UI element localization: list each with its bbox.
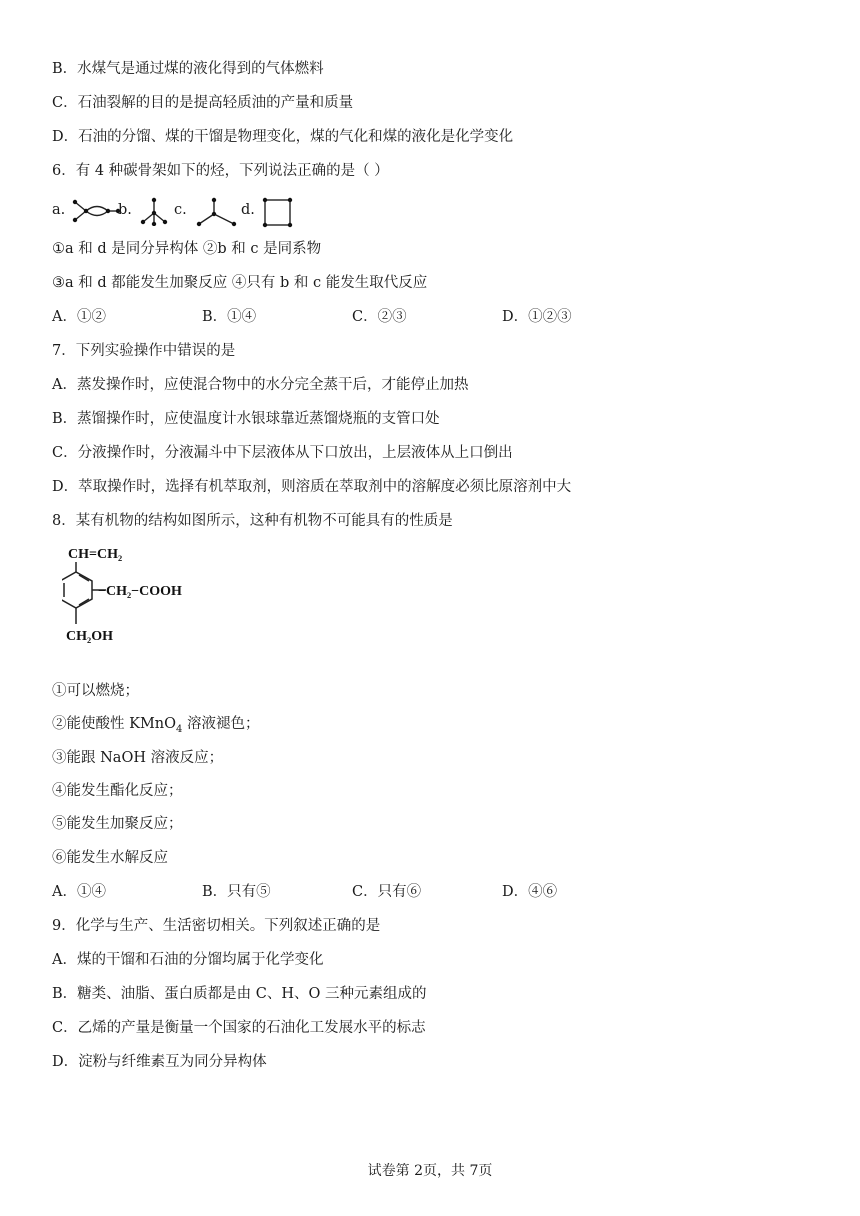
line-c-cracking: C．石油裂解的目的是提高轻质油的产量和质量 (52, 95, 354, 111)
molecule-side-group: −CH₂−COOH (98, 584, 182, 599)
property-1: ①可以燃烧； (52, 683, 139, 699)
skeleton-label-a: a. (52, 202, 66, 218)
property-4: ④能发生酯化反应； (52, 783, 183, 799)
page-footer: 试卷第 2页，共 7页 (367, 1163, 493, 1179)
skeleton-label-c: c. (174, 202, 187, 218)
question-6: 6．有 4 种碳骨架如下的烃，下列说法正确的是（ ） (52, 163, 389, 179)
molecule-bottom-group: CH₂OH (66, 629, 113, 644)
q9-option-c[interactable]: C．乙烯的产量是衡量一个国家的石油化工发展水平的标志 (52, 1020, 426, 1036)
q8-option-a[interactable]: A．①④ (52, 884, 106, 900)
skeleton-d-diagram (260, 196, 296, 230)
q9-option-b[interactable]: B．糖类、油脂、蛋白质都是由 C、H、O 三种元素组成的 (52, 986, 427, 1002)
q6-option-c[interactable]: C．②③ (352, 309, 407, 325)
q6-statement-1: ①a 和 d 是同分异构体 ②b 和 c 是同系物 (52, 241, 322, 257)
q7-option-a[interactable]: A．蒸发操作时，应使混合物中的水分完全蒸干后，才能停止加热 (52, 377, 469, 393)
q8-option-b[interactable]: B．只有⑤ (202, 884, 271, 900)
question-9: 9．化学与生产、生活密切相关。下列叙述正确的是 (52, 918, 381, 934)
q8-option-c[interactable]: C．只有⑥ (352, 884, 422, 900)
q7-option-c[interactable]: C．分液操作时，分液漏斗中下层液体从下口放出，上层液体从上口倒出 (52, 445, 513, 461)
skeleton-b-diagram (138, 196, 170, 226)
line-d-distillation: D．石油的分馏、煤的干馏是物理变化，煤的气化和煤的液化是化学变化 (52, 129, 514, 145)
property-3: ③能跟 NaOH 溶液反应； (52, 750, 224, 766)
skeleton-label-d: d. (241, 202, 255, 218)
property-2: ②能使酸性 KMnO$_4$ 溶液褪色； (52, 716, 260, 735)
skeleton-a-diagram (72, 196, 122, 226)
property-5: ⑤能发生加聚反应； (52, 816, 183, 832)
q6-option-a[interactable]: A．①② (52, 309, 106, 325)
q6-option-d[interactable]: D．①②③ (502, 309, 572, 325)
skeleton-c-diagram (194, 196, 240, 228)
question-8: 8．某有机物的结构如图所示，这种有机物不可能具有的性质是 (52, 513, 453, 529)
carbon-skeletons (52, 196, 372, 230)
molecule-structure (62, 544, 202, 654)
question-7: 7．下列实验操作中错误的是 (52, 343, 236, 359)
q7-option-d[interactable]: D．萃取操作时，选择有机萃取剂，则溶质在萃取剂中的溶解度必须比原溶剂中大 (52, 479, 572, 495)
line-b-water-gas: B．水煤气是通过煤的液化得到的气体燃料 (52, 61, 324, 77)
molecule-top-group: CH=CH₂ (68, 547, 123, 562)
q9-option-a[interactable]: A．煤的干馏和石油的分馏均属于化学变化 (52, 952, 324, 968)
skeleton-label-b: b. (118, 202, 132, 218)
q9-option-d[interactable]: D．淀粉与纤维素互为同分异构体 (52, 1054, 267, 1070)
q8-option-d[interactable]: D．④⑥ (502, 884, 558, 900)
q7-option-b[interactable]: B．蒸馏操作时，应使温度计水银球靠近蒸馏烧瓶的支管口处 (52, 411, 440, 427)
q6-option-b[interactable]: B．①④ (202, 309, 257, 325)
q6-statement-2: ③a 和 d 都能发生加聚反应 ④只有 b 和 c 能发生取代反应 (52, 275, 428, 291)
property-6: ⑥能发生水解反应 (52, 850, 168, 866)
